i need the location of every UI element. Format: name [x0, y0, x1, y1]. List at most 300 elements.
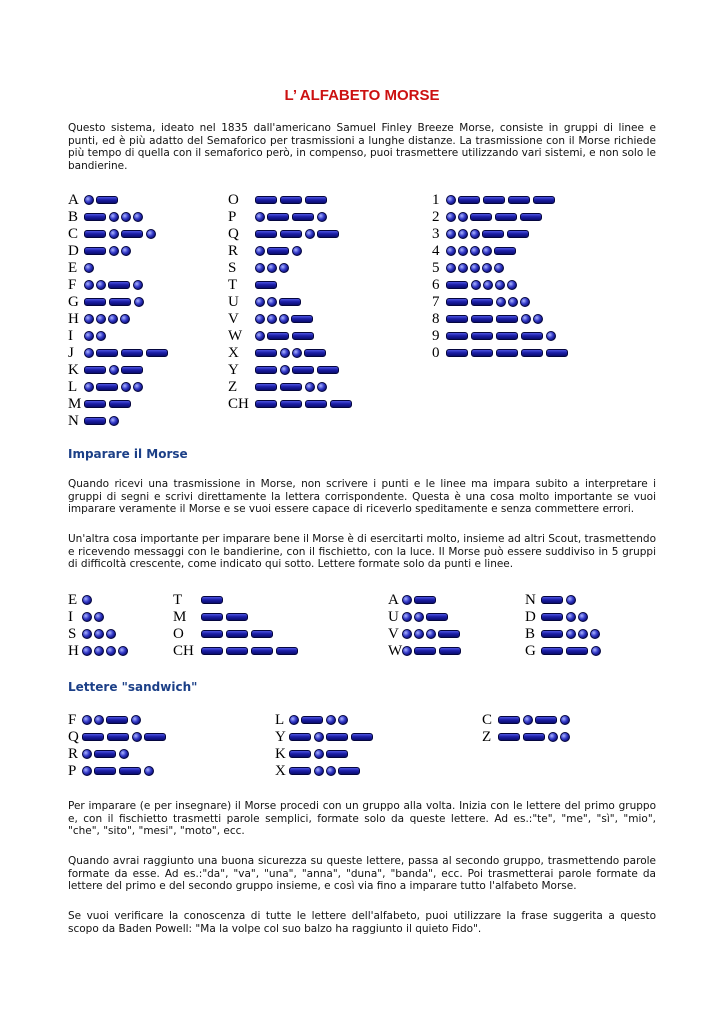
- morse-dot-icon: [84, 263, 94, 273]
- morse-dash-icon: [414, 647, 436, 655]
- morse-dash-icon: [426, 613, 448, 621]
- morse-dot-icon: [109, 229, 119, 239]
- morse-dot-icon: [305, 229, 315, 239]
- morse-letter: P: [68, 762, 77, 779]
- morse-letter: U: [228, 293, 239, 310]
- morse-dot-icon: [82, 646, 92, 656]
- morse-dot-icon: [520, 297, 530, 307]
- morse-row: [68, 226, 158, 242]
- morse-letter: CH: [173, 642, 194, 659]
- morse-dot-icon: [471, 280, 481, 290]
- morse-dash-icon: [255, 400, 277, 408]
- morse-row: [68, 362, 146, 378]
- morse-dot-icon: [84, 348, 94, 358]
- morse-dot-icon: [146, 229, 156, 239]
- morse-letter: 1: [432, 191, 440, 208]
- morse-dash-icon: [483, 196, 505, 204]
- morse-letter: M: [68, 395, 82, 412]
- morse-letter: E: [68, 591, 78, 608]
- morse-code: [446, 349, 571, 357]
- morse-row: [68, 609, 106, 625]
- morse-letter: 7: [432, 293, 440, 310]
- morse-code: [289, 732, 376, 742]
- morse-dash-icon: [496, 315, 518, 323]
- morse-dot-icon: [132, 732, 142, 742]
- learn-paragraph-2: Un'altra cosa importante per imparare bene il Morse è di esercitarti molto, insieme ad altri Scout, trasmettendo e ricevendo messaggi con le bandierine, con il fischietto, con la luce. Il Morse può essere suddiviso in 5 gruppi di difficoltà crescente, come indicato qui sotto. Lettere formate solo da punti e linee.: [68, 533, 656, 571]
- morse-dash-icon: [146, 349, 168, 357]
- morse-dash-icon: [267, 213, 289, 221]
- morse-dash-icon: [267, 247, 289, 255]
- morse-dot-icon: [560, 715, 570, 725]
- morse-letter: P: [228, 208, 237, 225]
- morse-dot-icon: [96, 280, 106, 290]
- morse-dash-icon: [317, 230, 339, 238]
- morse-dash-icon: [498, 716, 520, 724]
- morse-letter: 2: [432, 208, 440, 225]
- morse-code: [82, 612, 106, 622]
- morse-row: [68, 396, 134, 412]
- morse-code: [84, 297, 146, 307]
- morse-dot-icon: [402, 646, 412, 656]
- morse-dot-icon: [133, 382, 143, 392]
- morse-letter: G: [525, 642, 536, 659]
- morse-dot-icon: [314, 749, 324, 759]
- morse-letter: F: [68, 711, 77, 728]
- morse-dash-icon: [326, 733, 348, 741]
- morse-dash-icon: [330, 400, 352, 408]
- morse-letter: Y: [228, 361, 239, 378]
- morse-dot-icon: [566, 595, 576, 605]
- morse-dot-icon: [560, 732, 570, 742]
- morse-letter: M: [173, 608, 187, 625]
- morse-row: [228, 294, 304, 310]
- morse-letter: A: [388, 591, 399, 608]
- morse-letter: W: [388, 642, 403, 659]
- morse-dash-icon: [494, 247, 516, 255]
- morse-dot-icon: [255, 246, 265, 256]
- morse-dot-icon: [280, 348, 290, 358]
- morse-row: [525, 592, 578, 608]
- morse-dot-icon: [590, 629, 600, 639]
- morse-dash-icon: [446, 281, 468, 289]
- section-heading-learn: Imparare il Morse: [68, 447, 188, 461]
- morse-dash-icon: [201, 647, 223, 655]
- morse-dot-icon: [317, 212, 327, 222]
- morse-letter: K: [68, 361, 79, 378]
- morse-row: [68, 311, 132, 327]
- morse-code: [255, 314, 316, 324]
- morse-row: [68, 294, 146, 310]
- morse-row: [432, 294, 532, 310]
- morse-row: [228, 192, 330, 208]
- morse-row: [275, 712, 350, 728]
- morse-code: [201, 596, 226, 604]
- morse-code: [446, 280, 519, 290]
- morse-dot-icon: [414, 629, 424, 639]
- morse-row: [68, 345, 171, 361]
- morse-dot-icon: [458, 246, 468, 256]
- morse-row: [173, 609, 251, 625]
- morse-letter: G: [68, 293, 79, 310]
- morse-dot-icon: [82, 595, 92, 605]
- morse-row: [432, 328, 558, 344]
- morse-dash-icon: [94, 750, 116, 758]
- morse-dot-icon: [289, 715, 299, 725]
- morse-row: [68, 763, 156, 779]
- morse-letter: Q: [228, 225, 239, 242]
- morse-dash-icon: [507, 230, 529, 238]
- morse-letter: W: [228, 327, 243, 344]
- morse-dot-icon: [279, 314, 289, 324]
- morse-dot-icon: [82, 612, 92, 622]
- morse-dash-icon: [414, 596, 436, 604]
- morse-dot-icon: [109, 416, 119, 426]
- morse-dot-icon: [82, 749, 92, 759]
- morse-row: [388, 626, 463, 642]
- morse-letter: 9: [432, 327, 440, 344]
- morse-dot-icon: [483, 280, 493, 290]
- morse-code: [255, 229, 342, 239]
- morse-dash-icon: [84, 298, 106, 306]
- morse-dash-icon: [446, 349, 468, 357]
- morse-dash-icon: [144, 733, 166, 741]
- morse-dash-icon: [508, 196, 530, 204]
- morse-dash-icon: [292, 213, 314, 221]
- morse-dash-icon: [541, 596, 563, 604]
- morse-dash-icon: [289, 767, 311, 775]
- morse-dash-icon: [84, 366, 106, 374]
- morse-letter: 0: [432, 344, 440, 361]
- morse-dash-icon: [276, 647, 298, 655]
- morse-code: [402, 612, 451, 622]
- morse-letter: K: [275, 745, 286, 762]
- morse-code: [446, 212, 545, 222]
- page-title: L’ ALFABETO MORSE: [284, 87, 440, 104]
- morse-row: [228, 345, 329, 361]
- morse-row: [432, 260, 506, 276]
- morse-dash-icon: [109, 400, 131, 408]
- second-group-paragraph: Quando avrai raggiunto una buona sicurezza su queste lettere, passa al secondo gruppo, trasmettendo parole formate da esse. Ad es.:"da", "va", "una", "anna", "duna", "banda", ecc. Poi trasmetterai parole formate da lettere del primo e del secondo gruppo insieme, e così via fino a imparare tutto l'alfabeto Morse.: [68, 855, 656, 893]
- morse-row: [228, 328, 317, 344]
- morse-code: [541, 629, 602, 639]
- morse-dot-icon: [566, 612, 576, 622]
- morse-code: [84, 212, 145, 222]
- morse-dot-icon: [546, 331, 556, 341]
- morse-row: [173, 626, 276, 642]
- morse-code: [82, 766, 156, 776]
- morse-dot-icon: [495, 280, 505, 290]
- morse-letter: I: [68, 327, 73, 344]
- morse-dash-icon: [255, 383, 277, 391]
- morse-code: [402, 646, 464, 656]
- morse-row: [228, 396, 355, 412]
- morse-dot-icon: [317, 382, 327, 392]
- morse-code: [84, 416, 121, 426]
- morse-dot-icon: [326, 766, 336, 776]
- morse-letter: Q: [68, 728, 79, 745]
- morse-row: [228, 209, 329, 225]
- morse-code: [289, 715, 350, 725]
- morse-dot-icon: [121, 212, 131, 222]
- morse-code: [82, 715, 143, 725]
- morse-dash-icon: [471, 298, 493, 306]
- morse-dot-icon: [133, 280, 143, 290]
- morse-letter: 3: [432, 225, 440, 242]
- morse-dot-icon: [120, 314, 130, 324]
- morse-dash-icon: [201, 613, 223, 621]
- morse-dash-icon: [535, 716, 557, 724]
- morse-dash-icon: [292, 366, 314, 374]
- morse-dot-icon: [94, 629, 104, 639]
- morse-dot-icon: [482, 246, 492, 256]
- section-heading-sandwich: Lettere "sandwich": [68, 680, 198, 694]
- morse-letter: B: [68, 208, 79, 225]
- morse-dash-icon: [255, 281, 277, 289]
- morse-dash-icon: [533, 196, 555, 204]
- morse-dot-icon: [578, 612, 588, 622]
- morse-dash-icon: [471, 349, 493, 357]
- morse-dash-icon: [446, 315, 468, 323]
- morse-dot-icon: [446, 263, 456, 273]
- morse-letter: 5: [432, 259, 440, 276]
- morse-letter: X: [228, 344, 239, 361]
- morse-dash-icon: [279, 298, 301, 306]
- morse-dot-icon: [131, 715, 141, 725]
- morse-letter: 8: [432, 310, 440, 327]
- morse-dash-icon: [566, 647, 588, 655]
- morse-letter: S: [228, 259, 237, 276]
- morse-dot-icon: [106, 629, 116, 639]
- morse-dash-icon: [280, 230, 302, 238]
- morse-dot-icon: [507, 280, 517, 290]
- morse-row: [228, 362, 342, 378]
- morse-row: [68, 243, 133, 259]
- morse-dash-icon: [446, 332, 468, 340]
- morse-code: [446, 246, 519, 256]
- morse-dot-icon: [106, 646, 116, 656]
- morse-dot-icon: [121, 382, 131, 392]
- morse-dot-icon: [470, 263, 480, 273]
- morse-code: [255, 297, 304, 307]
- morse-dash-icon: [280, 400, 302, 408]
- morse-dot-icon: [84, 331, 94, 341]
- morse-letter: CH: [228, 395, 249, 412]
- morse-row: [525, 609, 590, 625]
- morse-dot-icon: [121, 246, 131, 256]
- morse-code: [255, 196, 330, 204]
- morse-code: [84, 331, 108, 341]
- morse-dot-icon: [314, 766, 324, 776]
- morse-code: [84, 246, 133, 256]
- morse-dot-icon: [255, 314, 265, 324]
- morse-letter: I: [68, 608, 73, 625]
- morse-row: [432, 243, 519, 259]
- morse-code: [201, 630, 276, 638]
- morse-row: [388, 592, 439, 608]
- morse-code: [446, 229, 532, 239]
- morse-dot-icon: [84, 195, 94, 205]
- morse-dot-icon: [144, 766, 154, 776]
- morse-letter: S: [68, 625, 77, 642]
- morse-dot-icon: [414, 612, 424, 622]
- morse-code: [201, 647, 301, 655]
- morse-letter: O: [228, 191, 239, 208]
- morse-dot-icon: [470, 246, 480, 256]
- morse-dot-icon: [108, 314, 118, 324]
- morse-row: [275, 763, 363, 779]
- morse-row: [432, 345, 571, 361]
- morse-dash-icon: [305, 196, 327, 204]
- morse-dash-icon: [482, 230, 504, 238]
- morse-dash-icon: [255, 196, 277, 204]
- morse-dot-icon: [134, 297, 144, 307]
- morse-row: [68, 746, 131, 762]
- morse-letter: Y: [275, 728, 286, 745]
- morse-code: [84, 229, 158, 239]
- morse-dot-icon: [118, 646, 128, 656]
- morse-dot-icon: [458, 212, 468, 222]
- morse-dot-icon: [533, 314, 543, 324]
- morse-dot-icon: [84, 382, 94, 392]
- morse-dot-icon: [267, 314, 277, 324]
- morse-row: [173, 643, 301, 659]
- morse-dash-icon: [305, 400, 327, 408]
- learn-paragraph-1: Quando ricevi una trasmissione in Morse, non scrivere i punti e le linee ma impara subito a interpretare i gruppi di segni e scrivi direttamente la lettera corrispondente. Questa è una cosa molto importante se vuoi imparare veramente il Morse e se vuoi essere capace di riceverlo speditamente e senza commettere errori.: [68, 478, 656, 516]
- morse-code: [255, 382, 329, 392]
- morse-dot-icon: [119, 749, 129, 759]
- morse-dash-icon: [541, 630, 563, 638]
- morse-dot-icon: [267, 263, 277, 273]
- morse-dash-icon: [471, 332, 493, 340]
- morse-code: [446, 263, 506, 273]
- morse-dash-icon: [292, 332, 314, 340]
- morse-letter: F: [68, 276, 77, 293]
- morse-dash-icon: [521, 349, 543, 357]
- morse-code: [84, 348, 171, 358]
- morse-dot-icon: [548, 732, 558, 742]
- morse-dot-icon: [84, 314, 94, 324]
- morse-dash-icon: [301, 716, 323, 724]
- morse-dash-icon: [109, 298, 131, 306]
- morse-dot-icon: [521, 314, 531, 324]
- morse-dash-icon: [498, 733, 520, 741]
- morse-dash-icon: [438, 630, 460, 638]
- morse-dot-icon: [133, 212, 143, 222]
- morse-dash-icon: [471, 315, 493, 323]
- morse-row: [68, 277, 145, 293]
- morse-dash-icon: [251, 630, 273, 638]
- morse-code: [84, 314, 132, 324]
- morse-dash-icon: [201, 630, 223, 638]
- morse-dash-icon: [226, 613, 248, 621]
- morse-dot-icon: [482, 263, 492, 273]
- morse-dash-icon: [541, 613, 563, 621]
- morse-row: [68, 209, 145, 225]
- morse-code: [255, 212, 329, 222]
- morse-dot-icon: [267, 297, 277, 307]
- morse-code: [84, 365, 146, 375]
- morse-letter: R: [68, 745, 79, 762]
- morse-dash-icon: [255, 349, 277, 357]
- morse-letter: N: [525, 591, 536, 608]
- morse-dot-icon: [109, 246, 119, 256]
- morse-letter: T: [228, 276, 238, 293]
- morse-letter: 6: [432, 276, 440, 293]
- morse-row: [228, 311, 316, 327]
- morse-row: [432, 192, 558, 208]
- morse-row: [173, 592, 226, 608]
- morse-dash-icon: [280, 383, 302, 391]
- morse-dot-icon: [446, 195, 456, 205]
- morse-code: [402, 629, 463, 639]
- morse-dash-icon: [107, 733, 129, 741]
- morse-code: [446, 314, 545, 324]
- morse-letter: X: [275, 762, 286, 779]
- morse-code: [82, 646, 130, 656]
- morse-dash-icon: [541, 647, 563, 655]
- morse-code: [446, 331, 558, 341]
- morse-row: [68, 643, 130, 659]
- morse-dash-icon: [201, 596, 223, 604]
- morse-dash-icon: [121, 366, 143, 374]
- morse-dot-icon: [96, 314, 106, 324]
- morse-code: [255, 348, 329, 358]
- morse-dot-icon: [494, 263, 504, 273]
- morse-code: [498, 732, 572, 742]
- morse-row: [228, 243, 304, 259]
- morse-dot-icon: [292, 348, 302, 358]
- morse-dash-icon: [546, 349, 568, 357]
- morse-dash-icon: [84, 247, 106, 255]
- morse-row: [482, 729, 572, 745]
- morse-dot-icon: [305, 382, 315, 392]
- morse-letter: V: [228, 310, 239, 327]
- morse-letter: D: [68, 242, 79, 259]
- morse-dash-icon: [84, 213, 106, 221]
- morse-dash-icon: [470, 213, 492, 221]
- morse-code: [541, 612, 590, 622]
- morse-letter: B: [525, 625, 536, 642]
- morse-code: [82, 629, 118, 639]
- morse-dot-icon: [82, 715, 92, 725]
- morse-dot-icon: [279, 263, 289, 273]
- morse-code: [82, 595, 94, 605]
- morse-dot-icon: [446, 212, 456, 222]
- verify-paragraph: Se vuoi verificare la conoscenza di tutte le lettere dell'alfabeto, puoi utilizzare la frase suggerita a questo scopo da Baden Powell: "Ma la volpe col suo balzo ha raggiunto il quieto Fido".: [68, 910, 656, 935]
- morse-row: [432, 277, 519, 293]
- morse-dash-icon: [458, 196, 480, 204]
- morse-dash-icon: [289, 733, 311, 741]
- morse-dot-icon: [255, 297, 265, 307]
- morse-dot-icon: [446, 246, 456, 256]
- morse-dash-icon: [280, 196, 302, 204]
- morse-dash-icon: [267, 332, 289, 340]
- morse-code: [541, 646, 603, 656]
- morse-dash-icon: [119, 767, 141, 775]
- intro-paragraph: Questo sistema, ideato nel 1835 dall'americano Samuel Finley Breeze Morse, consiste in gruppi di linee e punti, ed è più adatto del Semaforico per trasmissioni a lunghe distanze. La trasmissione con il Morse richiede più tempo di quella con il semaforico però, in compenso, puoi trasmettere utilizzando vari sistemi, e non solo le bandierine.: [68, 122, 656, 172]
- morse-letter: D: [525, 608, 536, 625]
- morse-letter: V: [388, 625, 399, 642]
- morse-dash-icon: [255, 230, 277, 238]
- morse-letter: H: [68, 642, 79, 659]
- morse-letter: C: [68, 225, 79, 242]
- morse-code: [255, 365, 342, 375]
- morse-dot-icon: [458, 229, 468, 239]
- morse-dot-icon: [566, 629, 576, 639]
- morse-letter: L: [275, 711, 285, 728]
- morse-row: [228, 277, 280, 293]
- morse-code: [541, 595, 578, 605]
